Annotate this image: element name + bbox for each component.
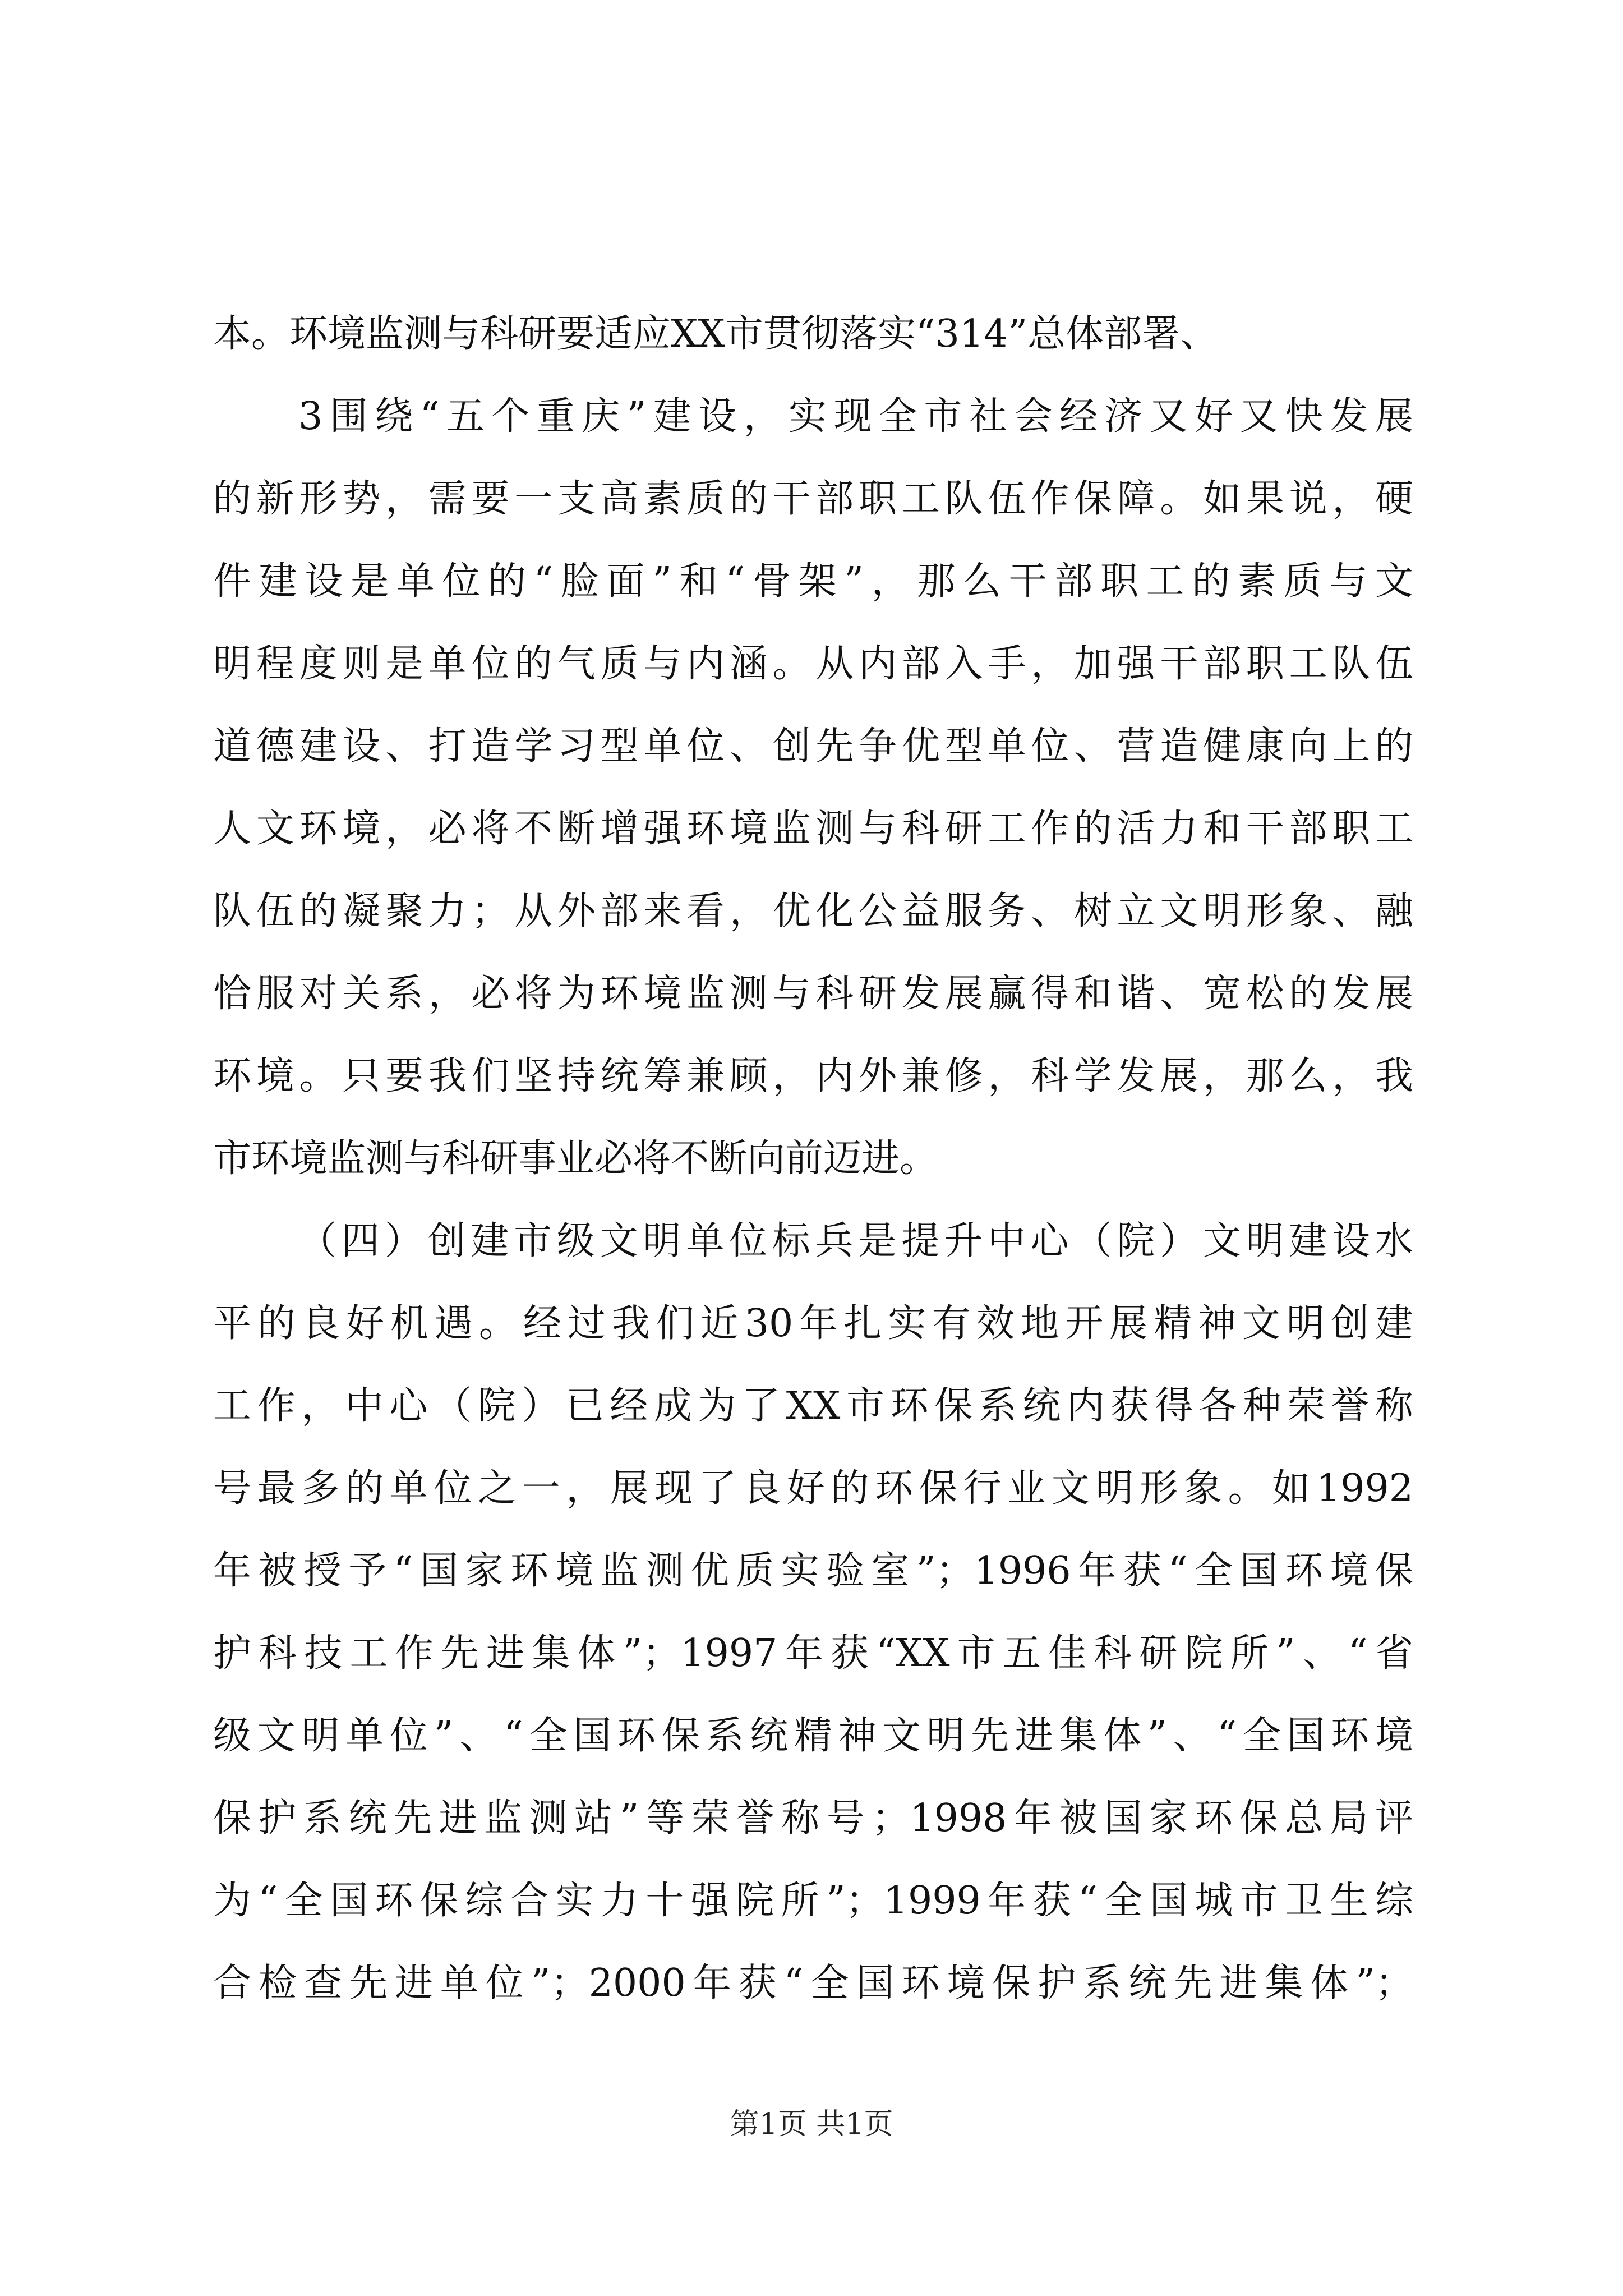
text-line: 人文环境，必将不断增强环境监测与科研工作的活力和干部职工 <box>213 807 1413 851</box>
text-line: 3围绕“五个重庆”建设，实现全市社会经济又好又快发展 <box>298 394 1413 439</box>
text-line: 件建设是单位的“脸面”和“骨架”，那么干部职工的素质与文 <box>213 559 1413 604</box>
text-line: 号最多的单位之一，展现了良好的环保行业文明形象。如1992 <box>213 1466 1413 1511</box>
text-line: 队伍的凝聚力；从外部来看，优化公益服务、树立文明形象、融 <box>213 889 1413 933</box>
page-number-footer: 第1页 共1页 <box>730 2108 893 2141</box>
text-line: （四）创建市级文明单位标兵是提升中心（院）文明建设水 <box>298 1219 1413 1263</box>
text-line: 恰服对关系，必将为环境监测与科研发展赢得和谐、宽松的发展 <box>213 972 1413 1016</box>
text-line: 年被授予“国家环境监测优质实验室”；1996年获“全国环境保 <box>213 1549 1413 1593</box>
text-line: 环境。只要我们坚持统筹兼顾，内外兼修，科学发展，那么，我 <box>213 1054 1413 1098</box>
text-line: 平的良好机遇。经过我们近30年扎实有效地开展精神文明创建 <box>213 1301 1413 1346</box>
text-line: 合检查先进单位”；2000年获“全国环境保护系统先进集体”； <box>213 1961 1413 2005</box>
text-line: 明程度则是单位的气质与内涵。从内部入手，加强干部职工队伍 <box>213 642 1413 686</box>
text-line: 市环境监测与科研事业必将不断向前迈进。 <box>213 1137 938 1181</box>
text-line: 为“全国环保综合实力十强院所”；1999年获“全国城市卫生综 <box>213 1879 1413 1923</box>
text-line: 级文明单位”、“全国环保系统精神文明先进集体”、“全国环境 <box>213 1714 1413 1758</box>
text-line: 工作，中心（院）已经成为了XX市环保系统内获得各种荣誉称 <box>213 1384 1413 1428</box>
text-line: 护科技工作先进集体”；1997年获“XX市五佳科研院所”、“省 <box>213 1631 1413 1676</box>
text-line: 保护系统先进监测站”等荣誉称号；1998年被国家环保总局评 <box>213 1796 1413 1841</box>
text-line: 道德建设、打造学习型单位、创先争优型单位、营造健康向上的 <box>213 724 1413 769</box>
text-line: 本。环境监测与科研要适应XX市贯彻落实“314”总体部署、 <box>213 312 1219 356</box>
text-line: 的新形势，需要一支高素质的干部职工队伍作保障。如果说，硬 <box>213 477 1413 521</box>
